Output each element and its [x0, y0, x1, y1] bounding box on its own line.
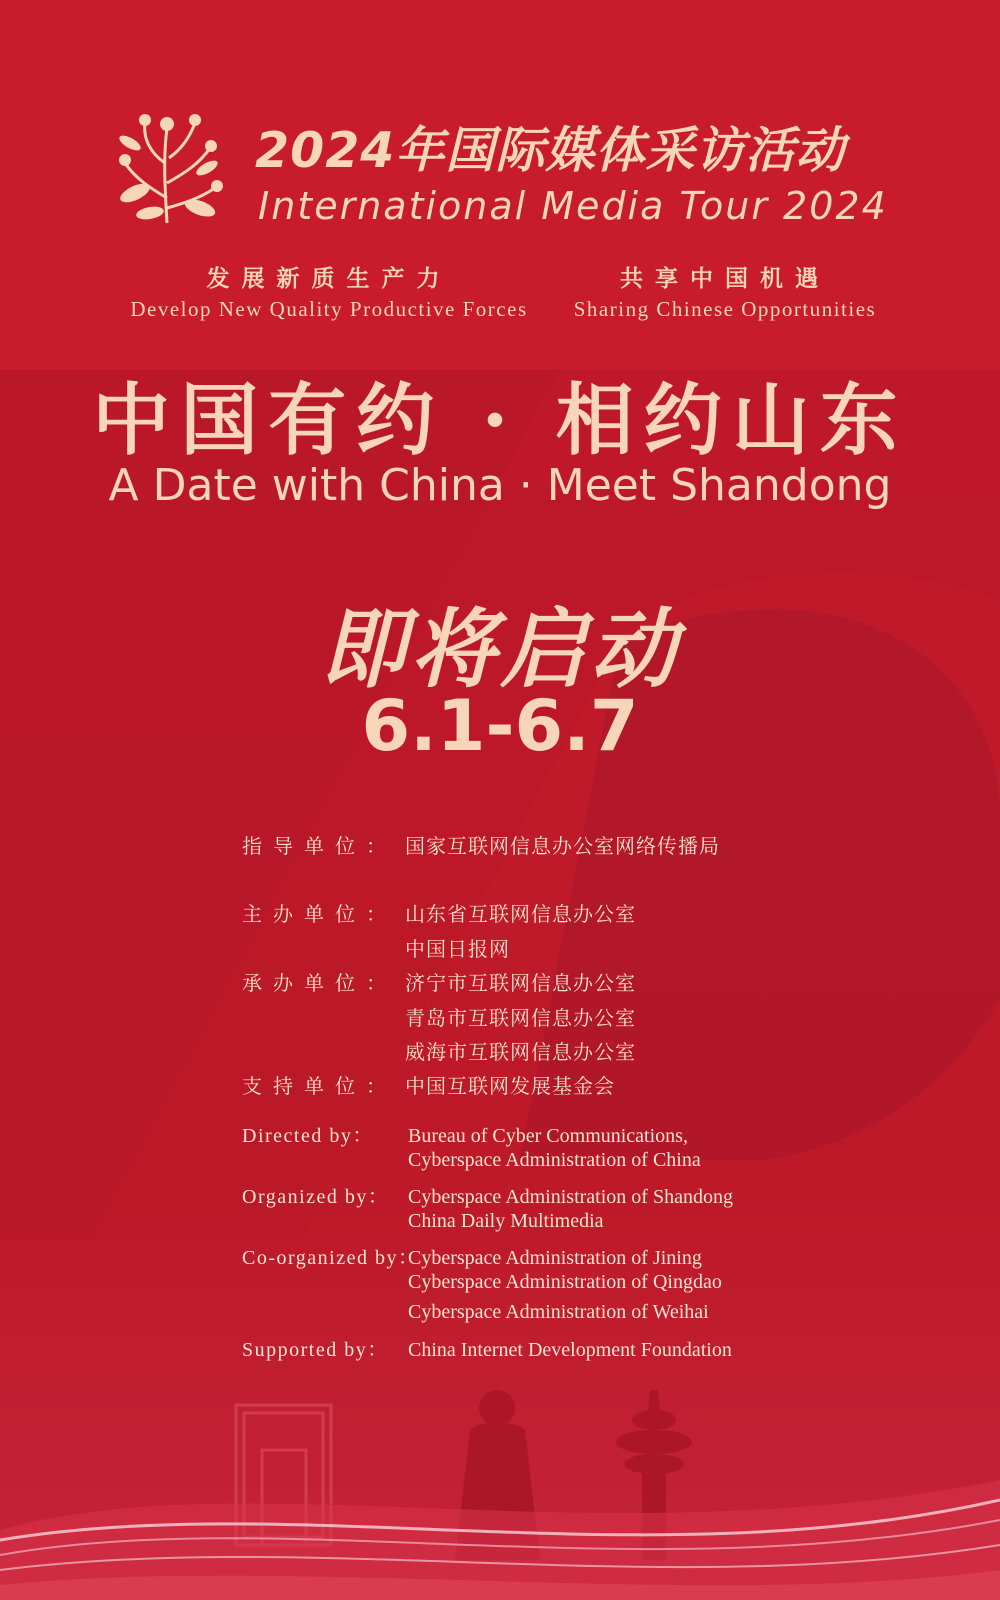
organizer-en-coorganized-2	[242, 1271, 722, 1294]
organizer-cn-value: 济宁市互联网信息办公室	[405, 971, 636, 995]
organizer-en-value: China Daily Multimedia	[408, 1210, 604, 1232]
organizer-en-value: Cyberspace Administration of China	[408, 1149, 701, 1171]
organizer-en-label: Co-organized by：	[242, 1247, 420, 1269]
organizer-cn-label: 承办单位：	[242, 971, 397, 995]
headline-cn: 中国有约 · 相约山东	[92, 375, 908, 466]
organizer-en-value: Cyberspace Administration of Qingdao	[408, 1271, 722, 1293]
organizer-en-directed	[242, 1119, 688, 1148]
organizer-en-value: Bureau of Cyber Communications,	[408, 1125, 688, 1147]
organizer-cn-value: 威海市互联网信息办公室	[405, 1040, 636, 1064]
slogan-2-cn: 共享中国机遇	[620, 266, 830, 292]
organizer-cn-host-2	[242, 933, 510, 962]
organizer-en-coorganized-3	[242, 1301, 709, 1324]
organizer-en-label: Directed by：	[242, 1125, 374, 1147]
event-title-en: International Media Tour 2024	[258, 184, 888, 228]
organizer-cn-value: 青岛市互联网信息办公室	[405, 1006, 636, 1030]
organizer-cn-value: 中国互联网发展基金会	[405, 1074, 615, 1098]
slogan-1	[114, 260, 544, 322]
slogan-2	[560, 260, 890, 322]
organizer-cn-value: 山东省互联网信息办公室	[405, 902, 636, 926]
launch-text: 即将启动	[320, 600, 680, 700]
organizer-cn-label: 支持单位：	[242, 1074, 397, 1098]
organizer-en-label: Supported by：	[242, 1339, 389, 1361]
organizer-cn-host	[242, 898, 636, 927]
organizer-cn-directed	[242, 830, 720, 859]
organizer-cn-label: 主办单位：	[242, 902, 397, 926]
event-title-cn: 2024年国际媒体采访活动	[255, 122, 846, 179]
organizer-cn-support	[242, 1070, 615, 1099]
organizer-cn-label: 指导单位：	[242, 834, 397, 858]
organizer-cn-co-3	[242, 1036, 636, 1065]
organizer-cn-value: 中国日报网	[405, 937, 510, 961]
organizer-en-value: China Internet Development Foundation	[408, 1339, 732, 1361]
slogan-1-cn: 发展新质生产力	[206, 266, 452, 292]
organizer-en-directed-2	[242, 1149, 701, 1172]
organizer-cn-co-2	[242, 1002, 636, 1031]
organizer-en-value: Cyberspace Administration of Shandong	[408, 1186, 733, 1208]
headline-en: A Date with China · Meet Shandong	[108, 460, 892, 511]
plant-flower-logo-icon	[105, 108, 230, 226]
organizer-cn-co	[242, 967, 636, 996]
slogan-2-en: Sharing Chinese Opportunities	[573, 297, 877, 321]
launch-dates: 6.1-6.7	[361, 685, 639, 767]
organizer-en-supported	[242, 1333, 732, 1362]
slogan-1-en: Develop New Quality Productive Forces	[130, 297, 528, 321]
organizer-en-value: Cyberspace Administration of Jining	[408, 1247, 702, 1269]
organizer-en-label: Organized by：	[242, 1186, 390, 1208]
organizer-en-organized-2	[242, 1210, 604, 1233]
organizer-cn-value: 国家互联网信息办公室网络传播局	[405, 834, 720, 858]
organizer-en-coorganized	[242, 1241, 702, 1270]
organizer-en-organized	[242, 1180, 733, 1209]
organizer-en-value: Cyberspace Administration of Weihai	[408, 1301, 709, 1323]
landmarks-ribbon-decoration	[0, 1380, 1000, 1600]
